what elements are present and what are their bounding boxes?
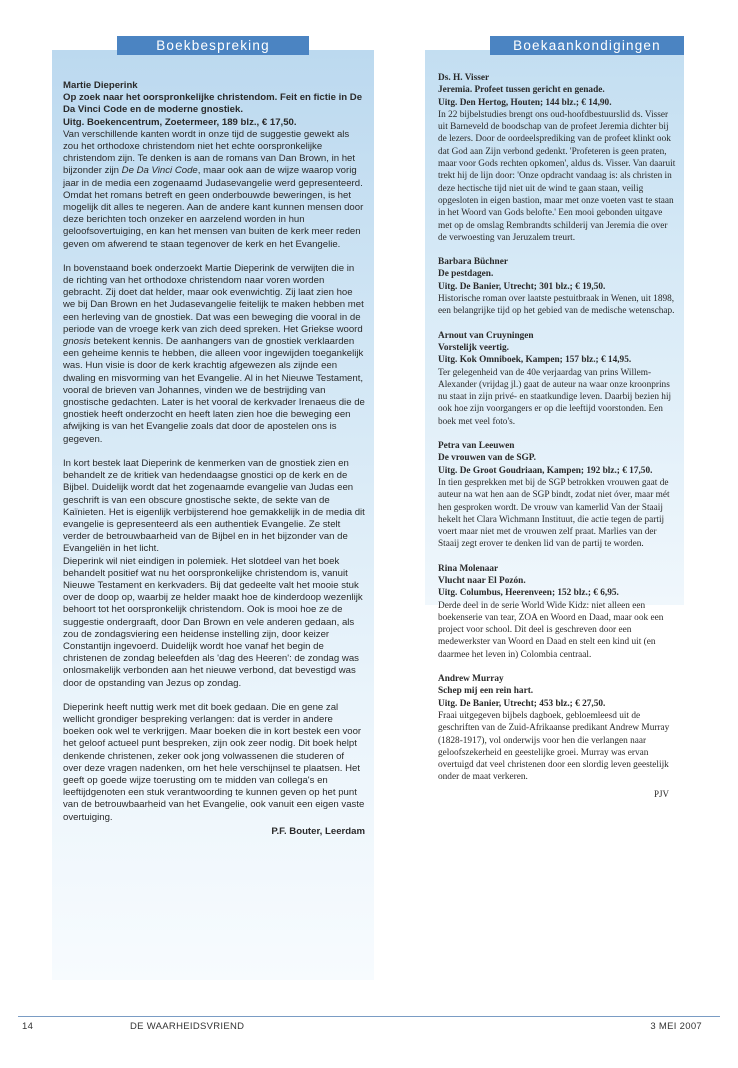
announcement-text: Derde deel in de serie World Wide Kidz: niet alleen een boekenserie van tear, ZOA en Woord en Daad, maar ook een project voor school. Dit deel is geschreven door een medewerkster van Woord en Daad en stelt een kind uit (en daarmee het leven in) Colombia centraal.	[438, 600, 664, 660]
announcement-author: Petra van Leeuwen	[438, 441, 515, 452]
announcement-publisher: Uitg. Kok Omniboek, Kampen; 157 blz.; € 14,95.	[438, 355, 632, 366]
banner-label: Boekbespreking	[156, 38, 270, 53]
announcement-title: Vlucht naar El Pozón.	[438, 575, 526, 586]
announcement-publisher: Uitg. De Banier, Utrecht; 453 blz.; € 27,50.	[438, 698, 606, 709]
paragraph-2a: In bovenstaand boek onderzoekt Martie Dieperink de verwijten die in de richting van het orthodoxe christendom naar voren worden gebracht. Zij doet dat helder, maar ook evenwichtig. Zij laat zien hoe we bij Dan Brown en het Judasevangelie feitelijk te maken hebben met een herleving van de gnostiek. Dat was een beweging die vooral in de periode van de vroege kerk van zich deed spreken. Het Griekse woord	[63, 262, 364, 335]
review-publisher: Uitg. Boekencentrum, Zoetermeer, 189 blz., € 17,50.	[63, 116, 297, 128]
announcement-item	[438, 440, 677, 551]
paragraph-2	[63, 263, 365, 446]
paragraph-3a: In kort bestek laat Dieperink de kenmerken van de gnostiek zien en behandelt ze de kritiek van hedendaagse gnostici op de kerk en de Bijbel. Duidelijk wordt dat het zogenaamde evangelie van Judas een geschrift is van een obscure gnostische sekte, de sekte van de Kaïnieten. Het is eigenlijk verbijsterend hoe gemakkelijk in de media dit evangelie is gepresenteerd als een authentiek Evangelie. Ze stelt verder de betrouwbaarheid van de Bijbel en in het bijzonder van de Evangeliën in het licht.	[63, 457, 365, 555]
announcement-text: In tien gesprekken met bij de SGP betrokken vrouwen gaat de auteur na wat hen aan de SGP bindt, zodat niet óver, maar mét hen gesproken wordt. De vrouw van kamerlid Van der Staaij hekelt het Clara Wichmann Instituut, die actie tegen de partij voert maar niet met de vrouwen zelf praat. Marlies van der Staaij zegt erover te denken lid van de partij te worden.	[438, 477, 670, 550]
review-author: Martie Dieperink	[63, 80, 138, 91]
paragraph-3b: Dieperink wil niet eindigen in polemiek. Het slotdeel van het boek behandelt positief wat nu het oorspronkelijke christendom is, vanuit Nieuwe Testament en kerkvaders. Bij dat gedeelte valt het mooie stuk over de doop op, waarbij ze helder maakt hoe de kinderdoop wezenlijk behoort tot het oorspronkelijk christendom. Ook is mooi hoe ze de suggestie ondergraaft, door Dan Brown en vele anderen gedaan, als zou de zondagsviering een heidense instelling zijn, door keizer Constantijn ingevoerd. Duidelijk wordt hoe vanaf het begin de christenen de zondag beleefden als 'dag des Heeren': de zondag was onlosmakelijk verbonden aan het nieuwe verbond, dat bevestigd was door de opstanding van Jezus op zondag.	[63, 555, 363, 689]
announcement-item	[438, 256, 677, 317]
paragraph-1b: , maar ook aan de wijze waarop vorig jaar in de media een zogenaamd Judasevangelie werd gepresenteerd.	[63, 165, 363, 189]
announcement-title: De pestdagen.	[438, 269, 494, 280]
announcement-title: Jeremia. Profeet tussen gericht en genade.	[438, 85, 605, 96]
announcement-text: Fraai uitgegeven bijbels dagboek, gebloemleesd uit de geschriften van de Zuid-Afrikaanse predikant Andrew Murray (1828-1917), vol onderwijs voor hen die verlangen naar geloofszekerheid en geestelijke groei. Murray was ervan overtuigd dat veel christenen door een slordig leven geestelijk onder de maat verkeren.	[438, 710, 670, 783]
review-book-title: Op zoek naar het oorspronkelijke christendom. Feit en fictie in De Da Vinci Code en de moderne gnostiek.	[63, 92, 363, 116]
paragraph-2b: betekent kennis. De aanhangers van de gnostiek verklaarden een geheime kennis te hebben, die alleen voor ingewijden toegankelijk was. Hun visie is door de kerk krachtig afgewezen als zijnde een dwaling en misvorming van het Evangelie. Al in het Nieuwe Testament, vooral de brieven van Johannes, vinden we de bestrijding van gnostische gedachten. Later is het vooral de kerkvader Irenaeus die de gnostiek heeft onderzocht en heeft laten zien hoe die beweging een afwijking is van het Evangelie zoals dat door de apostelen ons is gegeven.	[63, 336, 365, 445]
review-signature: P.F. Bouter, Leerdam	[271, 825, 365, 837]
review-column	[52, 38, 374, 980]
announcement-item	[438, 673, 677, 784]
page-number: 14	[22, 1021, 34, 1032]
issue-date: 3 MEI 2007	[650, 1021, 702, 1032]
announcement-text: In 22 bijbelstudies brengt ons oud-hoofdbestuurslid ds. Visser uit Barneveld de boodschap van de profeet Jeremia dichter bij de lezers. Door de oordeelsprediking van de profeet klinkt ook dat God aan Zijn verbond gedenkt. 'Profeteren is geen praten, maar voor Gods rechten opkomen', aldus ds. Visser. Van daaruit trekt hij de lijn door: 'Onze opdracht vandaag is: als christen in deze hectische tijd niet uit de wind te gaan staan, veilig opgesloten in eigen bastion, maar met onze voeten vast te staan in het Woord van Gods belofte.' Een mooi gebonden uitgave met op de omslag Rembrandts schilderij van Jeremia die over de verwoesting van Jeruzalem treurt.	[438, 109, 676, 243]
announcement-item	[438, 563, 677, 661]
magazine-name: DE WAARHEIDSVRIEND	[130, 1021, 245, 1032]
announcement-publisher: Uitg. Columbus, Heerenveen; 152 blz.; € 6,95.	[438, 588, 619, 599]
announcement-author: Arnout van Cruyningen	[438, 330, 534, 341]
banner-label: Boekaankondigingen	[513, 38, 661, 53]
paragraph-4: Dieperink heeft nuttig werk met dit boek gedaan. Die en gene zal wellicht grondiger bespreking verlangen: dat is verder in andere boeken ook wel te verkrijgen. Maar boeken die in kort bestek een voor het geloof actueel punt bespreken, zijn ook zeer nodig. Dit boek helpt denkende christenen, zeker ook jong volwassenen die studeren of over deze vragen nadenken, om het hele verschijnsel te plaatsen. Het geeft op goede wijze toerusting om te midden van collega's en leeftijdgenoten een stuk verantwoording te kunnen geven op het punt van de betrouwbaarheid van het Evangelie, ook vanuit een eigen vaste overtuiging.	[63, 701, 365, 823]
paragraph-1-italic: De Da Vinci Code	[121, 165, 198, 177]
announcement-text: Ter gelegenheid van de 40e verjaardag van prins Willem-Alexander (vrijdag jl.) gaat de auteur na waar onze kroonprins nu staat in zijn privé- en staatkundige leven. Daarbij bezien hij ook hoe zijn voorgangers er op die leeftijd voorstonden. Een boek met veel foto's.	[438, 367, 672, 427]
announcement-item	[438, 330, 677, 428]
paragraph-1a: Van verschillende kanten wordt in onze tijd de suggestie gewekt als zou het orthodoxe christendom niet het echte oorspronkelijke christendom zijn. Te denken is aan de romans van Dan Brown, in het bijzonder zijn	[63, 128, 356, 177]
paragraph-3	[63, 458, 365, 690]
footer-divider	[18, 1016, 720, 1017]
announcement-publisher: Uitg. Den Hertog, Houten; 144 blz.; € 14,90.	[438, 97, 612, 108]
announcement-title: De vrouwen van de SGP.	[438, 453, 536, 464]
review-header	[63, 80, 365, 251]
announcement-title: Schep mij een rein hart.	[438, 686, 534, 697]
section-banner-boekaankondigingen	[490, 36, 684, 55]
announcement-item	[438, 72, 677, 244]
paragraph-1c: Omdat het romans betreft en geen onderbouwde beweringen, is het mogelijk dit alles te negeren. Aan de andere kant kunnen mensen door deze berichten toch onzeker en aarzelend worden in hun geloofsovertuiging, en kan het mensen van buiten de kerk meer reden geven om afwerend te staan tegenover de kerk en het Evangelie.	[63, 189, 364, 250]
announcement-publisher: Uitg. De Groot Goudriaan, Kampen; 192 blz.; € 17,50.	[438, 465, 653, 476]
announcement-title: Vorstelijk veertig.	[438, 342, 509, 353]
announcement-author: Ds. H. Visser	[438, 73, 490, 83]
announcement-author: Andrew Murray	[438, 674, 504, 685]
review-body	[63, 80, 365, 838]
announcement-publisher: Uitg. De Banier, Utrecht; 301 blz.; € 19,50.	[438, 281, 606, 292]
announcements-list	[438, 72, 677, 800]
paragraph-2-italic: gnosis	[63, 336, 91, 348]
announcement-author: Rina Molenaar	[438, 563, 499, 574]
reviewer-initials: PJV	[653, 788, 669, 799]
announcement-text: Historische roman over laatste pestuitbraak in Wenen, uit 1898, een belangrijke tijd op het gebied van de medische wetenschap.	[438, 294, 675, 317]
section-banner-boekbespreking	[117, 36, 309, 55]
announcement-author: Barbara Büchner	[438, 257, 508, 268]
announcements-column	[425, 38, 684, 799]
